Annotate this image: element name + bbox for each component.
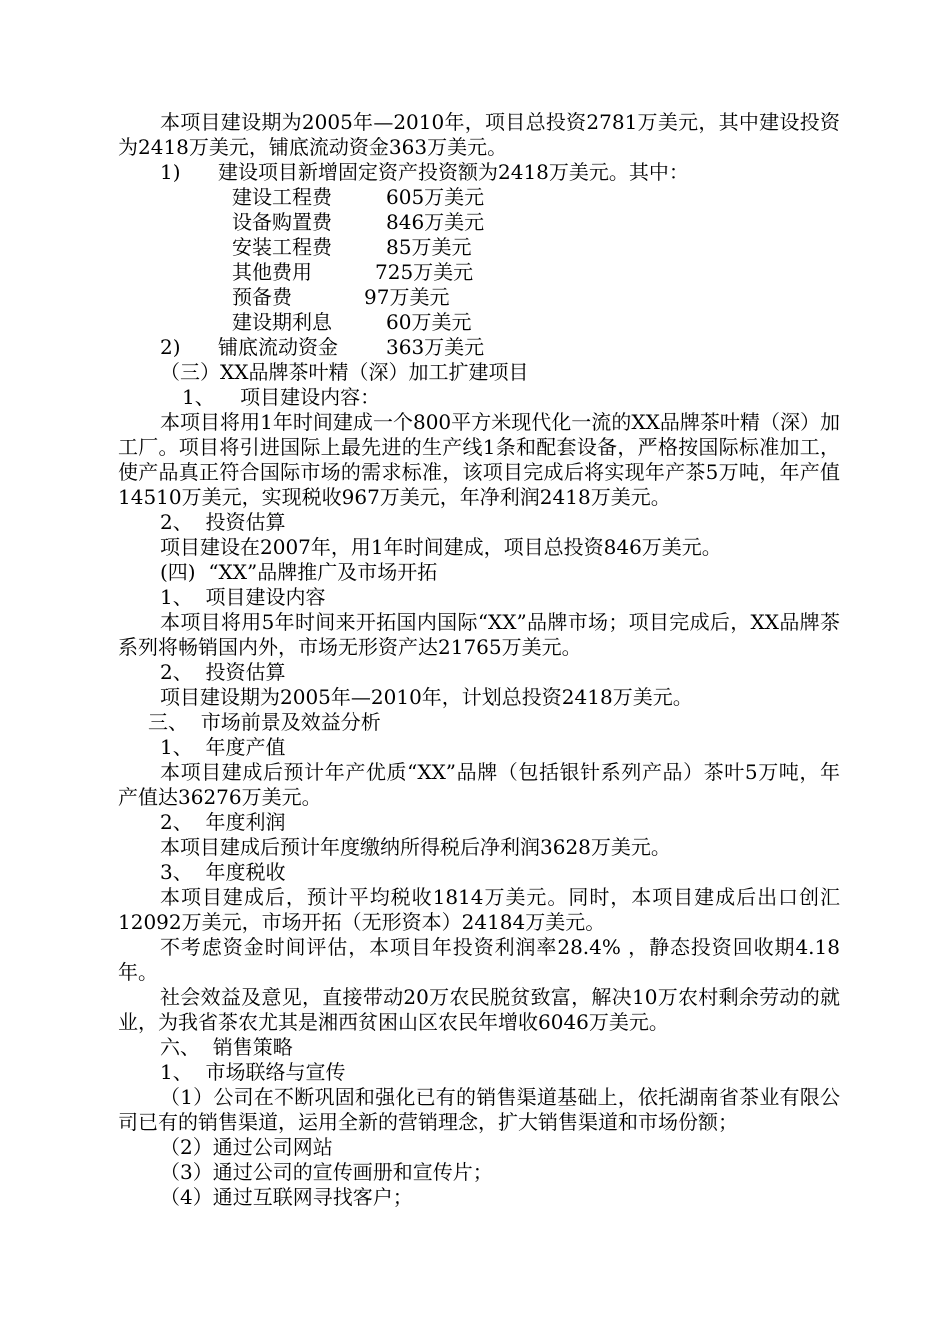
cost-table <box>118 185 840 335</box>
body-paragraph: 本项目建成后，预计平均税收1814万美元。同时，本项目建成后出口创汇12092万美元，市场开拓（无形资本）24184万美元。 <box>118 885 840 934</box>
subsection-heading: 1、 项目建设内容 <box>160 585 326 609</box>
body-paragraph: 本项目将用5年时间来开拓国内国际“XX”品牌市场；项目完成后，XX品牌茶系列将畅销国内外，市场无形资产达21765万美元。 <box>118 610 840 659</box>
list-item-fixed-assets <box>118 160 840 185</box>
subsection-heading: 2、 投资估算 <box>160 660 286 684</box>
cost-row <box>118 260 840 285</box>
cost-row <box>118 285 840 310</box>
cost-value: 725万美元 <box>375 260 474 284</box>
cost-name: 建设期利息 <box>232 310 332 334</box>
cost-row <box>118 235 840 260</box>
cost-value: 605万美元 <box>386 185 485 209</box>
part-heading: 三、 市场前景及效益分析 <box>148 710 381 734</box>
subsection-heading: 1、 市场联络与宣传 <box>160 1060 346 1084</box>
cost-row <box>118 210 840 235</box>
subsection-heading: 1、 年度产值 <box>160 735 286 759</box>
body-paragraph: （4）通过互联网寻找客户； <box>160 1185 413 1209</box>
subsection-heading: 2、 投资估算 <box>160 510 286 534</box>
body-paragraph: 本项目将用1年时间建成一个800平方米现代化一流的XX品牌茶叶精（深）加工厂。项目将引进国际上最先进的生产线1条和配套设备，严格按国际标准加工，使产品真正符合国际市场的需求标准，该项目完成后将实现年产茶5万吨，年产值14510万美元，实现税收967万美元，年净利润2418万美元。 <box>118 410 840 509</box>
body-paragraph: 项目建设期为2005年—2010年，计划总投资2418万美元。 <box>160 685 693 709</box>
body-paragraph: （2）通过公司网站 <box>160 1135 333 1159</box>
list-text: 铺底流动资金 <box>218 335 338 359</box>
cost-row <box>118 310 840 335</box>
body-paragraph: 不考虑资金时间评估，本项目年投资利润率28.4% ，静态投资回收期4.18年。 <box>118 935 840 984</box>
body-paragraph: （1）公司在不断巩固和强化已有的销售渠道基础上，依托湖南省茶业有限公司已有的销售渠道，运用全新的营销理念，扩大销售渠道和市场份额； <box>118 1085 840 1134</box>
cost-row <box>118 185 840 210</box>
body-paragraph: 社会效益及意见，直接带动20万农民脱贫致富，解决10万农村剩余劳动的就业，为我省茶农尤其是湘西贫困山区农民年增收6046万美元。 <box>118 985 840 1034</box>
section-heading: （三）XX品牌茶叶精（深）加工扩建项目 <box>160 360 529 384</box>
document-body <box>118 110 840 1210</box>
intro-paragraph: 本项目建设期为2005年—2010年，项目总投资2781万美元，其中建设投资为2418万美元，铺底流动资金363万美元。 <box>118 110 840 159</box>
body-paragraph: 本项目建成后预计年产优质“XX”品牌（包括银针系列产品）茶叶5万吨，年产值达36276万美元。 <box>118 760 840 809</box>
body-paragraph: 本项目建成后预计年度缴纳所得税后净利润3628万美元。 <box>160 835 671 859</box>
list-item-working-capital <box>118 335 840 360</box>
cost-value: 85万美元 <box>386 235 472 259</box>
list-number: 2) <box>160 335 181 359</box>
cost-name: 其他费用 <box>232 260 312 284</box>
cost-value: 60万美元 <box>386 310 472 334</box>
subsection-heading: 2、 年度利润 <box>160 810 286 834</box>
list-value: 363万美元 <box>386 335 485 359</box>
list-number: 1) <box>160 160 181 184</box>
cost-value: 97万美元 <box>364 285 450 309</box>
cost-name: 预备费 <box>232 285 292 309</box>
section-heading: (四) “XX”品牌推广及市场开拓 <box>160 560 438 584</box>
cost-name: 设备购置费 <box>232 210 332 234</box>
part-heading: 六、 销售策略 <box>160 1035 293 1059</box>
cost-name: 安装工程费 <box>232 235 332 259</box>
list-text: 建设项目新增固定资产投资额为2418万美元。其中： <box>218 160 689 184</box>
body-paragraph: （3）通过公司的宣传画册和宣传片； <box>160 1160 493 1184</box>
cost-name: 建设工程费 <box>232 185 332 209</box>
body-paragraph: 项目建设在2007年，用1年时间建成，项目总投资846万美元。 <box>160 535 722 559</box>
subsection-heading: 3、 年度税收 <box>160 860 286 884</box>
cost-value: 846万美元 <box>386 210 485 234</box>
subsection-heading: 1、 项目建设内容： <box>182 385 381 409</box>
